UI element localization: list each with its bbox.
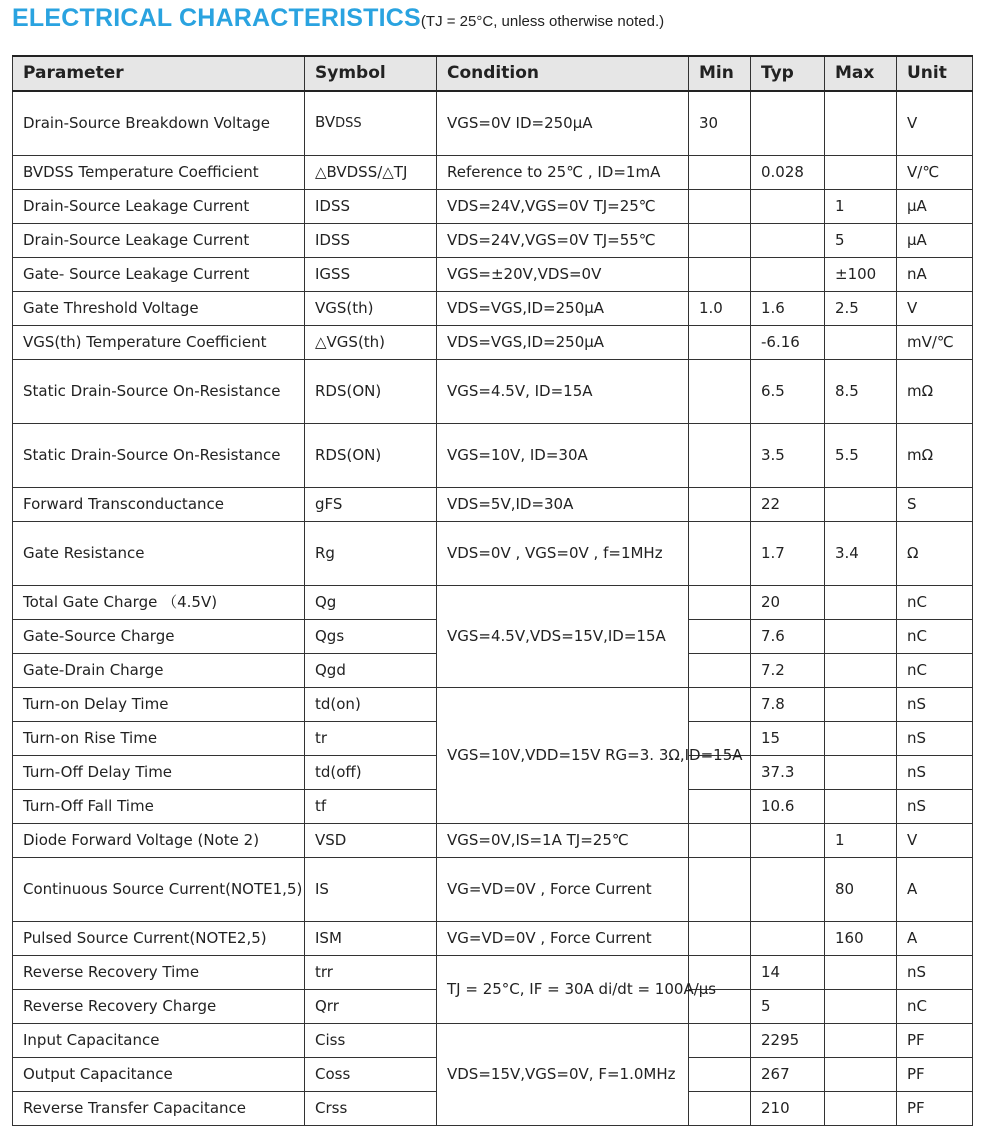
unit-cell: nS (897, 955, 973, 989)
unit-cell: nC (897, 585, 973, 619)
min-cell (689, 789, 751, 823)
max-cell (825, 1091, 897, 1125)
header-min: Min (689, 56, 751, 91)
min-cell: 1.0 (689, 291, 751, 325)
max-cell: ±100 (825, 257, 897, 291)
parameter-cell: Drain-Source Leakage Current (13, 189, 305, 223)
symbol-text: Rg (315, 543, 335, 562)
typ-cell (751, 823, 825, 857)
condition-cell: VDS=15V,VGS=0V, F=1.0MHz (437, 1023, 689, 1125)
symbol-text: tr (315, 728, 328, 747)
header-typ: Typ (751, 56, 825, 91)
typ-cell: 14 (751, 955, 825, 989)
parameter-cell: Static Drain-Source On-Resistance (13, 359, 305, 423)
typ-cell: 0.028 (751, 155, 825, 189)
symbol-cell (305, 721, 437, 755)
symbol-cell (305, 857, 437, 921)
symbol-text: RDS(ON) (315, 381, 382, 400)
typ-cell (751, 921, 825, 955)
symbol-cell (305, 423, 437, 487)
max-cell (825, 721, 897, 755)
table-row (13, 91, 973, 155)
typ-cell: 15 (751, 721, 825, 755)
max-cell (825, 755, 897, 789)
table-row (13, 223, 973, 257)
min-cell: 30 (689, 91, 751, 155)
symbol-text: Crss (315, 1098, 348, 1117)
symbol-cell (305, 257, 437, 291)
table-row (13, 189, 973, 223)
symbol-cell (305, 91, 437, 155)
parameter-cell: Static Drain-Source On-Resistance (13, 423, 305, 487)
symbol-cell (305, 1091, 437, 1125)
table-row (13, 823, 973, 857)
max-cell (825, 687, 897, 721)
max-cell (825, 619, 897, 653)
typ-cell: 267 (751, 1057, 825, 1091)
typ-cell: -6.16 (751, 325, 825, 359)
symbol-text: △VGS(th) (315, 332, 386, 351)
header-row (13, 56, 973, 91)
typ-cell: 7.8 (751, 687, 825, 721)
unit-cell: nC (897, 653, 973, 687)
parameter-cell: Reverse Recovery Time (13, 955, 305, 989)
parameter-cell: Forward Transconductance (13, 487, 305, 521)
title-main: ELECTRICAL CHARACTERISTICS (12, 4, 421, 32)
max-cell (825, 989, 897, 1023)
parameter-cell: Drain-Source Breakdown Voltage (13, 91, 305, 155)
max-cell: 5 (825, 223, 897, 257)
section-title (12, 4, 664, 33)
parameter-cell: Continuous Source Current(NOTE1,5) (13, 857, 305, 921)
typ-cell: 210 (751, 1091, 825, 1125)
condition-cell: VGS=10V,VDD=15V RG=3. 3Ω,ID=15A (437, 687, 689, 823)
typ-cell (751, 257, 825, 291)
table-row (13, 325, 973, 359)
table-row (13, 487, 973, 521)
typ-cell: 7.6 (751, 619, 825, 653)
parameter-cell: VGS(th) Temperature Coefficient (13, 325, 305, 359)
symbol-cell (305, 1023, 437, 1057)
min-cell (689, 359, 751, 423)
table-row (13, 857, 973, 921)
typ-cell: 3.5 (751, 423, 825, 487)
symbol-text: ISM (315, 928, 342, 947)
symbol-text: Ciss (315, 1030, 346, 1049)
typ-cell (751, 189, 825, 223)
parameter-cell: Pulsed Source Current(NOTE2,5) (13, 921, 305, 955)
max-cell: 3.4 (825, 521, 897, 585)
unit-cell: V/℃ (897, 155, 973, 189)
unit-cell: nS (897, 789, 973, 823)
max-cell (825, 585, 897, 619)
table-row (13, 921, 973, 955)
symbol-text: IDSS (315, 196, 351, 215)
unit-cell: V (897, 291, 973, 325)
parameter-cell: Turn-on Delay Time (13, 687, 305, 721)
symbol-text: Qrr (315, 996, 339, 1015)
min-cell (689, 921, 751, 955)
min-cell (689, 1091, 751, 1125)
unit-cell: V (897, 91, 973, 155)
unit-cell: S (897, 487, 973, 521)
symbol-text: VSD (315, 830, 347, 849)
parameter-cell: Output Capacitance (13, 1057, 305, 1091)
symbol-cell (305, 487, 437, 521)
table-row (13, 155, 973, 189)
parameter-cell: BVDSS Temperature Coefficient (13, 155, 305, 189)
electrical-characteristics-table (12, 55, 973, 1126)
parameter-cell: Gate-Source Charge (13, 619, 305, 653)
min-cell (689, 823, 751, 857)
max-cell: 5.5 (825, 423, 897, 487)
parameter-cell: Gate Threshold Voltage (13, 291, 305, 325)
condition-cell: VDS=24V,VGS=0V TJ=55℃ (437, 223, 689, 257)
unit-cell: μA (897, 189, 973, 223)
min-cell (689, 155, 751, 189)
condition-cell: TJ = 25°C, IF = 30A di/dt = 100A/μs (437, 955, 689, 1023)
symbol-cell (305, 687, 437, 721)
parameter-cell: Input Capacitance (13, 1023, 305, 1057)
min-cell (689, 223, 751, 257)
symbol-cell (305, 653, 437, 687)
symbol-text: td(off) (315, 762, 362, 781)
condition-cell: VDS=0V , VGS=0V , f=1MHz (437, 521, 689, 585)
symbol-cell (305, 521, 437, 585)
parameter-cell: Gate- Source Leakage Current (13, 257, 305, 291)
max-cell: 160 (825, 921, 897, 955)
max-cell: 8.5 (825, 359, 897, 423)
symbol-text: RDS(ON) (315, 445, 382, 464)
parameter-cell: Gate Resistance (13, 521, 305, 585)
min-cell (689, 585, 751, 619)
min-cell (689, 1057, 751, 1091)
symbol-text: △BVDSS/△TJ (315, 162, 408, 181)
condition-cell: VGS=±20V,VDS=0V (437, 257, 689, 291)
symbol-text: gFS (315, 494, 343, 513)
unit-cell: PF (897, 1091, 973, 1125)
max-cell (825, 1023, 897, 1057)
header-condition: Condition (437, 56, 689, 91)
table-row (13, 1023, 973, 1057)
condition-cell: VGS=4.5V,VDS=15V,ID=15A (437, 585, 689, 687)
parameter-cell: Turn-on Rise Time (13, 721, 305, 755)
unit-cell: V (897, 823, 973, 857)
typ-cell: 10.6 (751, 789, 825, 823)
unit-cell: nS (897, 721, 973, 755)
title-note: (TJ = 25°C, unless otherwise noted.) (420, 13, 665, 30)
header-max: Max (825, 56, 897, 91)
symbol-cell (305, 789, 437, 823)
max-cell: 1 (825, 823, 897, 857)
min-cell (689, 487, 751, 521)
symbol-cell (305, 585, 437, 619)
symbol-cell (305, 291, 437, 325)
symbol-cell (305, 755, 437, 789)
typ-cell: 22 (751, 487, 825, 521)
header-parameter: Parameter (13, 56, 305, 91)
symbol-cell (305, 155, 437, 189)
unit-cell: nS (897, 755, 973, 789)
table-row (13, 585, 973, 619)
typ-cell (751, 223, 825, 257)
min-cell (689, 653, 751, 687)
table-row (13, 521, 973, 585)
symbol-cell (305, 359, 437, 423)
symbol-cell (305, 989, 437, 1023)
typ-cell: 5 (751, 989, 825, 1023)
parameter-cell: Drain-Source Leakage Current (13, 223, 305, 257)
header-symbol: Symbol (305, 56, 437, 91)
unit-cell: PF (897, 1023, 973, 1057)
unit-cell: PF (897, 1057, 973, 1091)
symbol-cell (305, 189, 437, 223)
max-cell (825, 1057, 897, 1091)
unit-cell: mΩ (897, 423, 973, 487)
unit-cell: A (897, 921, 973, 955)
table-row (13, 687, 973, 721)
min-cell (689, 857, 751, 921)
min-cell (689, 619, 751, 653)
min-cell (689, 257, 751, 291)
symbol-text: BV (315, 113, 336, 132)
unit-cell: nC (897, 989, 973, 1023)
table-row (13, 423, 973, 487)
condition-cell: VDS=24V,VGS=0V TJ=25℃ (437, 189, 689, 223)
unit-cell: A (897, 857, 973, 921)
min-cell (689, 325, 751, 359)
typ-cell: 20 (751, 585, 825, 619)
symbol-cell (305, 223, 437, 257)
max-cell (825, 91, 897, 155)
symbol-text: tf (315, 796, 327, 815)
unit-cell: Ω (897, 521, 973, 585)
parameter-cell: Reverse Recovery Charge (13, 989, 305, 1023)
condition-cell: VGS=0V ID=250μA (437, 91, 689, 155)
symbol-text: Qg (315, 592, 337, 611)
symbol-text: IS (315, 879, 329, 898)
unit-cell: mΩ (897, 359, 973, 423)
symbol-text: IGSS (315, 264, 351, 283)
typ-cell: 37.3 (751, 755, 825, 789)
table-row (13, 291, 973, 325)
condition-cell: VGS=0V,IS=1A TJ=25℃ (437, 823, 689, 857)
symbol-cell (305, 921, 437, 955)
typ-cell (751, 91, 825, 155)
condition-cell: VDS=VGS,ID=250μA (437, 291, 689, 325)
typ-cell: 7.2 (751, 653, 825, 687)
max-cell: 1 (825, 189, 897, 223)
parameter-cell: Turn-Off Fall Time (13, 789, 305, 823)
max-cell (825, 789, 897, 823)
typ-cell: 1.6 (751, 291, 825, 325)
typ-cell: 2295 (751, 1023, 825, 1057)
symbol-text: IDSS (315, 230, 351, 249)
condition-cell: VGS=4.5V, ID=15A (437, 359, 689, 423)
parameter-cell: Turn-Off Delay Time (13, 755, 305, 789)
unit-cell: nA (897, 257, 973, 291)
header-unit: Unit (897, 56, 973, 91)
symbol-text: trr (315, 962, 333, 981)
max-cell (825, 155, 897, 189)
symbol-text: Coss (315, 1064, 351, 1083)
min-cell (689, 1023, 751, 1057)
max-cell (825, 653, 897, 687)
symbol-text: td(on) (315, 694, 361, 713)
condition-cell: VDS=5V,ID=30A (437, 487, 689, 521)
parameter-cell: Reverse Transfer Capacitance (13, 1091, 305, 1125)
symbol-text: Qgs (315, 626, 345, 645)
table-row (13, 257, 973, 291)
typ-cell: 1.7 (751, 521, 825, 585)
symbol-text: Qgd (315, 660, 346, 679)
table-row (13, 955, 973, 989)
condition-cell: Reference to 25℃ , ID=1mA (437, 155, 689, 189)
min-cell (689, 189, 751, 223)
condition-cell: VG=VD=0V , Force Current (437, 921, 689, 955)
unit-cell: mV/℃ (897, 325, 973, 359)
parameter-cell: Diode Forward Voltage (Note 2) (13, 823, 305, 857)
min-cell (689, 521, 751, 585)
condition-cell: VGS=10V, ID=30A (437, 423, 689, 487)
symbol-subscript: DSS (335, 116, 362, 132)
min-cell (689, 687, 751, 721)
unit-cell: nS (897, 687, 973, 721)
typ-cell: 6.5 (751, 359, 825, 423)
condition-cell: VDS=VGS,ID=250μA (437, 325, 689, 359)
symbol-cell (305, 955, 437, 989)
condition-cell: VG=VD=0V , Force Current (437, 857, 689, 921)
max-cell: 80 (825, 857, 897, 921)
symbol-cell (305, 823, 437, 857)
max-cell (825, 487, 897, 521)
symbol-text: VGS(th) (315, 298, 374, 317)
parameter-cell: Total Gate Charge （4.5V) (13, 585, 305, 619)
max-cell: 2.5 (825, 291, 897, 325)
max-cell (825, 325, 897, 359)
typ-cell (751, 857, 825, 921)
symbol-cell (305, 619, 437, 653)
min-cell (689, 423, 751, 487)
unit-cell: μA (897, 223, 973, 257)
parameter-cell: Gate-Drain Charge (13, 653, 305, 687)
symbol-cell (305, 325, 437, 359)
table-row (13, 359, 973, 423)
unit-cell: nC (897, 619, 973, 653)
symbol-cell (305, 1057, 437, 1091)
max-cell (825, 955, 897, 989)
